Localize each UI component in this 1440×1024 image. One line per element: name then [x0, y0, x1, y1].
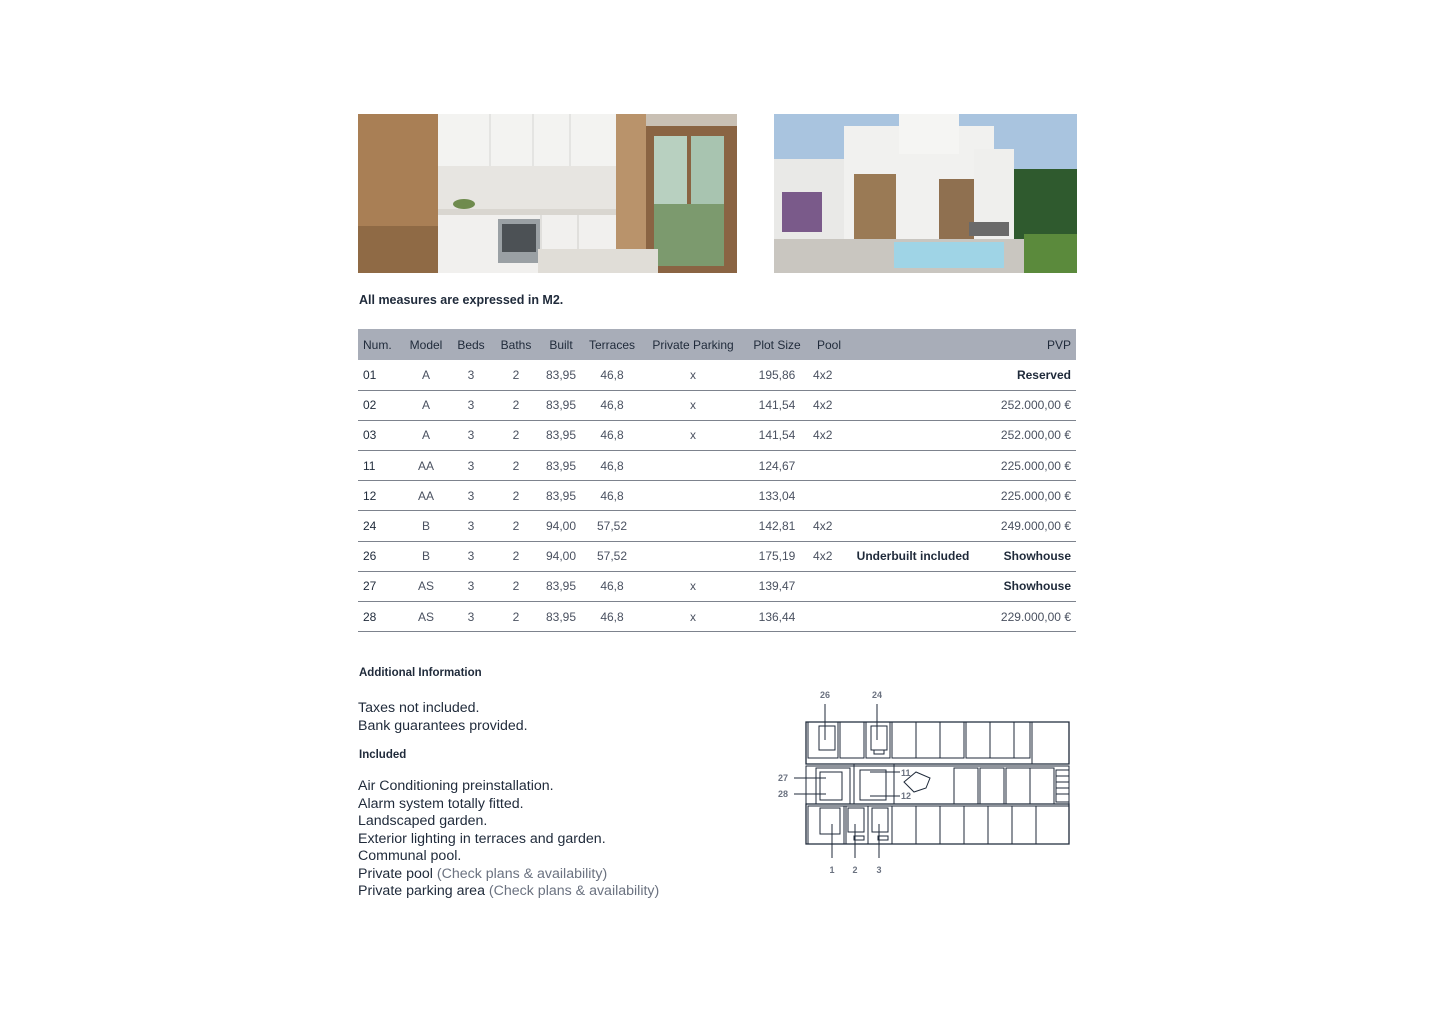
cell-num: 01	[358, 360, 404, 390]
list-item	[358, 866, 659, 884]
cell-model: A	[404, 360, 448, 390]
cell-model: A	[404, 420, 448, 450]
cell-plot: 141,54	[746, 420, 808, 450]
table-row	[358, 511, 1076, 541]
cell-terraces: 46,8	[584, 481, 640, 511]
cell-pvp: 225.000,00 €	[976, 451, 1076, 481]
cell-pool	[808, 602, 850, 632]
cell-pool: 4x2	[808, 541, 850, 571]
item-text: Air Conditioning preinstallation.	[358, 778, 554, 794]
cell-built: 83,95	[538, 360, 584, 390]
cell-terraces: 46,8	[584, 390, 640, 420]
table-row	[358, 541, 1076, 571]
cell-pool	[808, 481, 850, 511]
plot-label-28: 28	[777, 789, 788, 799]
cell-built: 83,95	[538, 451, 584, 481]
col-plot-size: Plot Size	[746, 329, 808, 360]
cell-num: 28	[358, 602, 404, 632]
cell-pool: 4x2	[808, 511, 850, 541]
cell-num: 24	[358, 511, 404, 541]
cell-baths: 2	[494, 511, 538, 541]
plot-label-24: 24	[871, 690, 883, 700]
cell-extra: Underbuilt included	[850, 541, 976, 571]
item-text: Alarm system totally fitted.	[358, 795, 524, 812]
cell-pool: 4x2	[808, 390, 850, 420]
cell-parking	[640, 511, 746, 541]
item-text: Landscaped garden.	[358, 813, 488, 829]
cell-terraces: 46,8	[584, 602, 640, 632]
cell-num: 26	[358, 541, 404, 571]
measures-note: All measures are expressed in M2.	[359, 293, 564, 307]
cell-parking: x	[640, 571, 746, 601]
cell-baths: 2	[494, 420, 538, 450]
col-built: Built	[538, 329, 584, 360]
cell-parking: x	[640, 602, 746, 632]
col-private-parking: Private Parking	[640, 329, 746, 360]
list-item	[358, 883, 659, 901]
cell-beds: 3	[448, 420, 494, 450]
cell-beds: 3	[448, 360, 494, 390]
cell-plot: 124,67	[746, 451, 808, 481]
cell-baths: 2	[494, 571, 538, 601]
item-note: (Check plans & availability)	[436, 865, 608, 882]
list-item	[358, 813, 659, 831]
cell-plot: 133,04	[746, 481, 808, 511]
cell-beds: 3	[448, 390, 494, 420]
cell-extra	[850, 360, 976, 390]
cell-baths: 2	[494, 481, 538, 511]
cell-built: 94,00	[538, 511, 584, 541]
cell-plot: 136,44	[746, 602, 808, 632]
plot-label-26: 26	[819, 690, 831, 700]
cell-plot: 195,86	[746, 360, 808, 390]
additional-info-title: Additional Information	[359, 667, 482, 679]
list-item	[358, 848, 659, 866]
list-item	[358, 796, 659, 814]
plot-label-11: 11	[901, 768, 911, 778]
col-model: Model	[404, 329, 448, 360]
cell-baths: 2	[494, 390, 538, 420]
cell-built: 83,95	[538, 602, 584, 632]
cell-model: AA	[404, 451, 448, 481]
cell-model: AS	[404, 571, 448, 601]
cell-num: 03	[358, 420, 404, 450]
plot-label-27: 27	[777, 773, 788, 783]
cell-extra	[850, 451, 976, 481]
cell-num: 12	[358, 481, 404, 511]
cell-parking	[640, 481, 746, 511]
plot-label-3: 3	[876, 865, 882, 875]
cell-pvp: 229.000,00 €	[976, 602, 1076, 632]
cell-beds: 3	[448, 541, 494, 571]
list-item: Bank guarantees provided.	[358, 717, 528, 734]
table-row	[358, 451, 1076, 481]
cell-pool: 4x2	[808, 360, 850, 390]
cell-built: 83,95	[538, 481, 584, 511]
col-num: Num.	[358, 329, 404, 360]
table-row	[358, 571, 1076, 601]
kitchen-photo	[358, 114, 737, 273]
cell-parking: x	[640, 390, 746, 420]
table-header-row	[358, 329, 1076, 360]
cell-num: 11	[358, 451, 404, 481]
cell-extra	[850, 511, 976, 541]
cell-plot: 142,81	[746, 511, 808, 541]
cell-extra	[850, 390, 976, 420]
cell-plot: 139,47	[746, 571, 808, 601]
cell-model: B	[404, 541, 448, 571]
included-list	[358, 778, 659, 901]
cell-pvp: Showhouse	[976, 541, 1076, 571]
list-item: Taxes not included.	[358, 700, 480, 716]
item-note: (Check plans & availability)	[488, 883, 660, 899]
cell-terraces: 57,52	[584, 541, 640, 571]
col-terraces: Terraces	[584, 329, 640, 360]
plot-label-12: 12	[901, 791, 912, 801]
cell-pvp: Reserved	[976, 360, 1076, 390]
cell-extra	[850, 420, 976, 450]
cell-parking	[640, 451, 746, 481]
exterior-photo	[774, 114, 1077, 273]
cell-beds: 3	[448, 481, 494, 511]
table-row	[358, 360, 1076, 390]
cell-built: 94,00	[538, 541, 584, 571]
col-pool: Pool	[808, 329, 850, 360]
cell-terraces: 57,52	[584, 511, 640, 541]
cell-baths: 2	[494, 541, 538, 571]
cell-baths: 2	[494, 360, 538, 390]
cell-built: 83,95	[538, 390, 584, 420]
cell-parking	[640, 541, 746, 571]
cell-pool	[808, 451, 850, 481]
cell-baths: 2	[494, 602, 538, 632]
list-item	[358, 831, 659, 849]
col-beds: Beds	[448, 329, 494, 360]
site-plan	[768, 684, 1078, 880]
cell-pool: 4x2	[808, 420, 850, 450]
list-item	[358, 778, 659, 796]
cell-model: AA	[404, 481, 448, 511]
table-row	[358, 420, 1076, 450]
plot-label-1: 1	[829, 865, 835, 875]
cell-baths: 2	[494, 451, 538, 481]
cell-pvp: 252.000,00 €	[976, 420, 1076, 450]
cell-terraces: 46,8	[584, 571, 640, 601]
cell-extra	[850, 602, 976, 632]
cell-parking: x	[640, 420, 746, 450]
cell-extra	[850, 571, 976, 601]
cell-num: 27	[358, 571, 404, 601]
cell-beds: 3	[448, 451, 494, 481]
cell-beds: 3	[448, 571, 494, 601]
table-row	[358, 602, 1076, 632]
plot-label-2: 2	[852, 865, 858, 875]
item-text: Exterior lighting in terraces and garden.	[358, 830, 606, 847]
cell-terraces: 46,8	[584, 420, 640, 450]
cell-pvp: 252.000,00 €	[976, 390, 1076, 420]
included-title: Included	[359, 749, 407, 761]
cell-beds: 3	[448, 511, 494, 541]
table-row	[358, 390, 1076, 420]
item-text: Private pool	[358, 865, 433, 882]
units-table	[358, 329, 1076, 632]
cell-extra	[850, 481, 976, 511]
item-text: Communal pool.	[358, 848, 462, 864]
cell-num: 02	[358, 390, 404, 420]
cell-pvp: 249.000,00 €	[976, 511, 1076, 541]
cell-terraces: 46,8	[584, 360, 640, 390]
cell-terraces: 46,8	[584, 451, 640, 481]
table-row	[358, 481, 1076, 511]
cell-model: B	[404, 511, 448, 541]
cell-parking: x	[640, 360, 746, 390]
cell-plot: 141,54	[746, 390, 808, 420]
col-extra	[850, 329, 976, 360]
cell-model: AS	[404, 602, 448, 632]
cell-model: A	[404, 390, 448, 420]
cell-built: 83,95	[538, 571, 584, 601]
additional-info-list	[358, 700, 528, 735]
item-text: Private parking area	[358, 883, 485, 899]
cell-beds: 3	[448, 602, 494, 632]
col-baths: Baths	[494, 329, 538, 360]
cell-built: 83,95	[538, 420, 584, 450]
cell-pvp: Showhouse	[976, 571, 1076, 601]
cell-pool	[808, 571, 850, 601]
cell-pvp: 225.000,00 €	[976, 481, 1076, 511]
cell-plot: 175,19	[746, 541, 808, 571]
col-pvp: PVP	[976, 329, 1076, 360]
